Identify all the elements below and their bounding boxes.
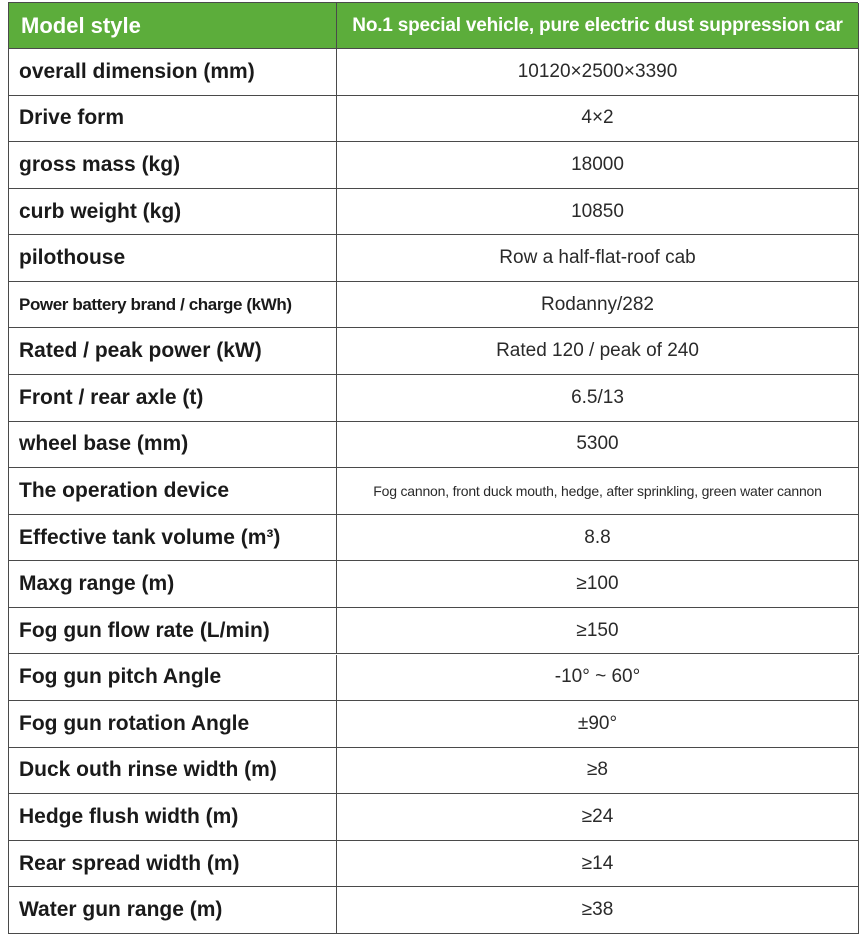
row-value-operation-device bbox=[337, 468, 859, 515]
row-label-fog-gun-flow bbox=[9, 608, 337, 655]
row-label-text: Hedge flush width (m) bbox=[19, 805, 239, 829]
row-label-text: Water gun range (m) bbox=[19, 898, 223, 922]
row-label-text: wheel base (mm) bbox=[19, 432, 189, 456]
row-value-text: ≥100 bbox=[576, 573, 619, 595]
row-value-water-gun-range bbox=[337, 887, 859, 934]
row-value-text: 4×2 bbox=[581, 107, 614, 129]
row-value-curb-weight bbox=[337, 189, 859, 236]
row-value-text: 10850 bbox=[571, 200, 624, 222]
header-value: No.1 special vehicle, pure electric dust suppression car bbox=[352, 14, 843, 36]
row-value-text: 8.8 bbox=[584, 526, 611, 548]
row-label-rated-peak-power bbox=[9, 328, 337, 375]
row-value-front-rear-axle bbox=[337, 375, 859, 422]
row-value-fog-gun-flow bbox=[337, 608, 859, 655]
header-label-cell bbox=[9, 3, 337, 49]
row-value-fog-gun-pitch bbox=[337, 655, 859, 702]
row-label-text: Fog gun pitch Angle bbox=[19, 665, 222, 689]
row-label-text: pilothouse bbox=[19, 246, 126, 270]
row-value-drive-form bbox=[337, 96, 859, 143]
row-label-water-gun-range bbox=[9, 887, 337, 934]
row-value-maxg-range bbox=[337, 561, 859, 608]
row-label-fog-gun-rotation bbox=[9, 701, 337, 748]
row-value-text: ≥150 bbox=[576, 619, 619, 641]
row-value-duck-rinse-width bbox=[337, 748, 859, 795]
row-label-rear-spread-width bbox=[9, 841, 337, 888]
row-label-operation-device bbox=[9, 468, 337, 515]
row-value-text: -10° ~ 60° bbox=[554, 666, 641, 688]
row-label-maxg-range bbox=[9, 561, 337, 608]
row-value-tank-volume bbox=[337, 515, 859, 562]
row-label-tank-volume bbox=[9, 515, 337, 562]
row-value-text: ±90° bbox=[577, 712, 618, 734]
spec-table bbox=[8, 2, 858, 934]
row-label-text: Maxg range (m) bbox=[19, 572, 175, 596]
row-label-power-battery bbox=[9, 282, 337, 329]
row-label-text: Rated / peak power (kW) bbox=[19, 339, 262, 363]
header-label: Model style bbox=[21, 12, 141, 38]
row-value-wheel-base bbox=[337, 422, 859, 469]
row-label-text: Front / rear axle (t) bbox=[19, 385, 204, 409]
row-label-text: Rear spread width (m) bbox=[19, 851, 240, 875]
row-label-drive-form bbox=[9, 96, 337, 143]
row-value-rated-peak-power bbox=[337, 328, 859, 375]
row-label-text: Fog gun flow rate (L/min) bbox=[19, 618, 270, 642]
row-value-text: Rated 120 / peak of 240 bbox=[496, 340, 699, 362]
row-label-gross-mass bbox=[9, 142, 337, 189]
row-value-text: Fog cannon, front duck mouth, hedge, after sprinkling, green water cannon bbox=[373, 482, 822, 499]
row-label-duck-rinse-width bbox=[9, 748, 337, 795]
row-value-power-battery bbox=[337, 282, 859, 329]
row-value-overall-dimension bbox=[337, 49, 859, 96]
row-value-text: ≥8 bbox=[587, 759, 608, 781]
row-value-text: ≥38 bbox=[581, 899, 614, 921]
row-label-text: Duck outh rinse width (m) bbox=[19, 758, 277, 782]
row-label-pilothouse bbox=[9, 235, 337, 282]
row-value-pilothouse bbox=[337, 235, 859, 282]
row-label-text: The operation device bbox=[19, 478, 230, 502]
row-value-text: 10120×2500×3390 bbox=[517, 60, 678, 82]
row-label-text: overall dimension (mm) bbox=[19, 59, 255, 83]
row-value-text: Row a half-flat-roof cab bbox=[499, 247, 696, 269]
row-value-hedge-flush-width bbox=[337, 794, 859, 841]
row-value-text: ≥24 bbox=[581, 806, 614, 828]
row-label-text: Drive form bbox=[19, 106, 125, 130]
row-value-text: ≥14 bbox=[581, 852, 614, 874]
row-label-fog-gun-pitch bbox=[9, 655, 337, 702]
row-value-text: 6.5/13 bbox=[571, 386, 624, 408]
row-value-text: 18000 bbox=[571, 153, 624, 175]
row-label-curb-weight bbox=[9, 189, 337, 236]
row-value-text: 5300 bbox=[576, 433, 619, 455]
row-value-gross-mass bbox=[337, 142, 859, 189]
header-value-cell bbox=[337, 3, 859, 49]
row-label-text: Fog gun rotation Angle bbox=[19, 711, 250, 735]
row-label-overall-dimension bbox=[9, 49, 337, 96]
row-label-wheel-base bbox=[9, 422, 337, 469]
row-label-hedge-flush-width bbox=[9, 794, 337, 841]
row-label-text: gross mass (kg) bbox=[19, 152, 181, 176]
row-value-fog-gun-rotation bbox=[337, 701, 859, 748]
row-label-front-rear-axle bbox=[9, 375, 337, 422]
row-value-text: Rodanny/282 bbox=[540, 293, 655, 315]
row-label-text: curb weight (kg) bbox=[19, 199, 182, 223]
row-value-rear-spread-width bbox=[337, 841, 859, 888]
row-label-text: Effective tank volume (m³) bbox=[19, 525, 281, 549]
row-label-text: Power battery brand / charge (kWh) bbox=[19, 294, 292, 314]
